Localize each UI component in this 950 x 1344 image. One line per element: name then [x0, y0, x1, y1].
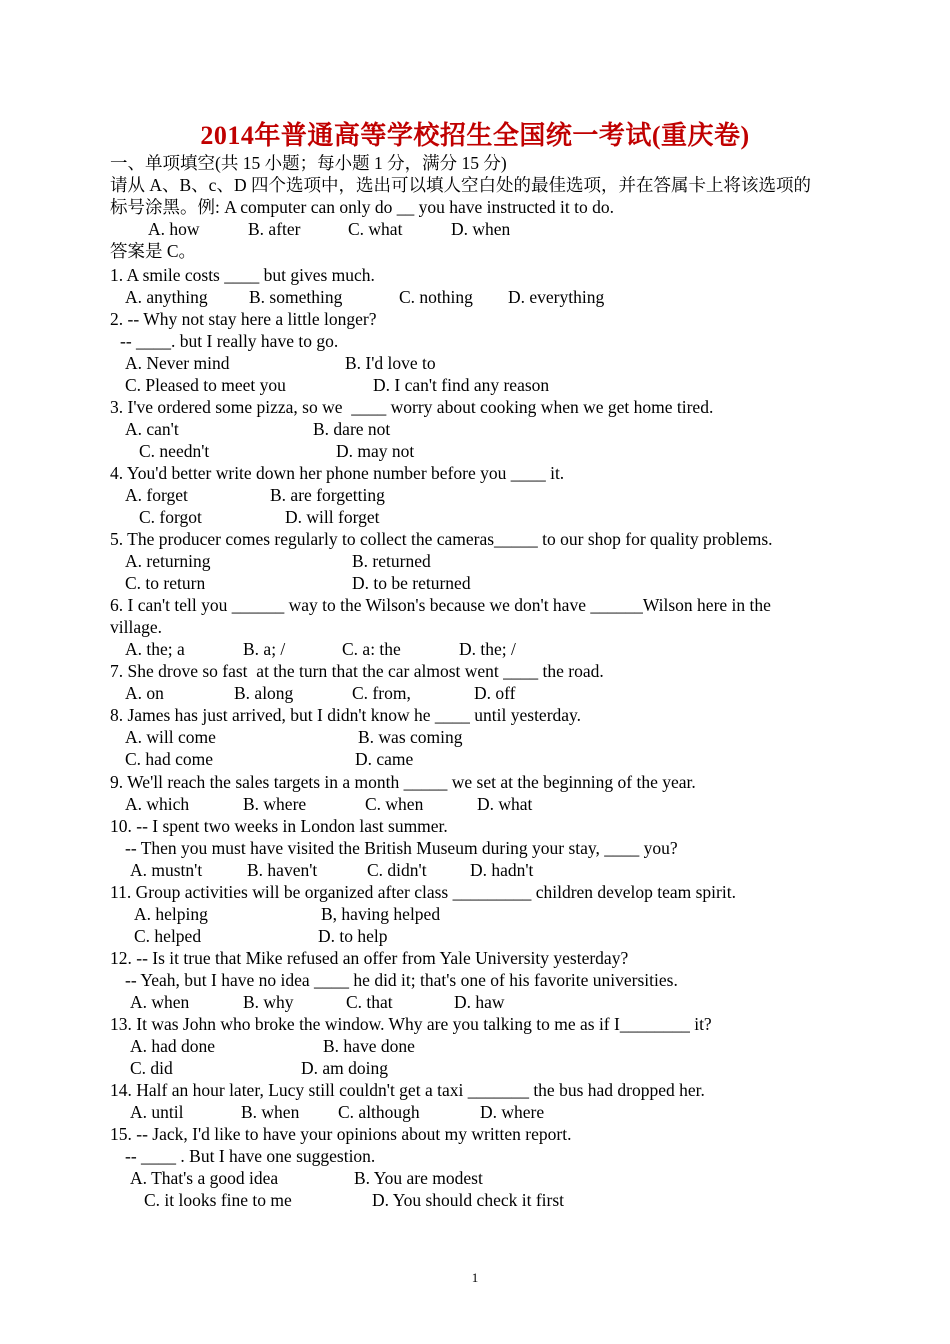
option-a: A. on: [125, 683, 164, 703]
option-a: A. when: [130, 992, 190, 1012]
option-d: D. You should check it first: [372, 1190, 565, 1210]
option-b: B. dare not: [313, 419, 391, 439]
question-stem: 8. James has just arrived, but I didn't know he ____ until yesterday.: [110, 705, 582, 725]
option-b: B. a; /: [243, 639, 286, 659]
option-a: A. until: [130, 1102, 184, 1122]
example-answer: 答案是 C。: [110, 241, 197, 261]
question-stem: 15. -- Jack, I'd like to have your opinions about my written report.: [110, 1124, 572, 1144]
option-b: B. when: [241, 1102, 300, 1122]
option-d: D. everything: [508, 287, 605, 307]
option-c: C. from,: [352, 683, 411, 703]
option-c: C. to return: [125, 573, 206, 593]
option-d: D. hadn't: [470, 860, 534, 880]
question-stem: 4. You'd better write down her phone number before you ____ it.: [110, 463, 565, 483]
option-a: A. had done: [130, 1036, 216, 1056]
option-b: B, having helped: [321, 904, 441, 924]
question-stem: 6. I can't tell you ______ way to the Wilson's because we don't have ______Wilson here in the: [110, 595, 771, 615]
question-stem-cont: -- ____ . But I have one suggestion.: [125, 1146, 376, 1166]
option-c: C. had come: [125, 749, 213, 769]
example-option-c: C. what: [348, 219, 403, 239]
page-number: 1: [471, 1270, 479, 1285]
option-c: C. needn't: [139, 441, 210, 461]
option-d: D. what: [477, 794, 533, 814]
option-d: D. the; /: [459, 639, 516, 659]
question-stem: 14. Half an hour later, Lucy still couldn't get a taxi _______ the bus had dropped her.: [110, 1080, 705, 1100]
option-d: D. haw: [454, 992, 505, 1012]
option-c: C. helped: [134, 926, 202, 946]
option-c: C. forgot: [139, 507, 202, 527]
question-stem: 12. -- Is it true that Mike refused an offer from Yale University yesterday?: [110, 948, 629, 968]
question-stem: 2. -- Why not stay here a little longer?: [110, 309, 377, 329]
option-a: A. anything: [125, 287, 208, 307]
option-c: C. didn't: [367, 860, 427, 880]
example-option-d: D. when: [451, 219, 511, 239]
option-b: B. I'd love to: [345, 353, 436, 373]
option-d: D. may not: [336, 441, 415, 461]
option-c: C. that: [346, 992, 393, 1012]
option-d: D. am doing: [301, 1058, 389, 1078]
question-stem-cont: -- ____. but I really have to go.: [120, 331, 339, 351]
option-d: D. to help: [318, 926, 388, 946]
option-b: B. You are modest: [354, 1168, 483, 1188]
question-stem: 1. A smile costs ____ but gives much.: [110, 265, 375, 285]
question-stem: 5. The producer comes regularly to collect the cameras_____ to our shop for quality problems.: [110, 529, 773, 549]
section-heading: 一、单项填空(共 15 小题；每小题 1 分，满分 15 分): [110, 153, 507, 173]
option-a: A. forget: [125, 485, 188, 505]
option-c: C. Pleased to meet you: [125, 375, 286, 395]
instructions-line-1: 请从 A、B、c、D 四个选项中，选出可以填人空白处的最佳选项，并在答属卡上将该选项的: [110, 175, 811, 195]
option-b: B. returned: [352, 551, 431, 571]
option-c: C. it looks fine to me: [144, 1190, 292, 1210]
page-title: 2014年普通高等学校招生全国统一考试(重庆卷): [200, 121, 750, 150]
option-a: A. the; a: [125, 639, 185, 659]
option-b: B. along: [234, 683, 294, 703]
option-a: A. helping: [134, 904, 208, 924]
question-stem: 7. She drove so fast at the turn that the car almost went ____ the road.: [110, 661, 604, 681]
question-stem-cont: village.: [110, 617, 162, 637]
option-c: C. when: [365, 794, 424, 814]
question-stem-cont: -- Yeah, but I have no idea ____ he did it; that's one of his favorite universities.: [125, 970, 678, 990]
option-c: C. a: the: [342, 639, 401, 659]
option-d: D. where: [480, 1102, 545, 1122]
question-stem-cont: -- Then you must have visited the British Museum during your stay, ____ you?: [125, 838, 678, 858]
option-a: A. mustn't: [130, 860, 203, 880]
question-stem: 3. I've ordered some pizza, so we ____ worry about cooking when we get home tired.: [110, 397, 714, 417]
instructions-line-2: 标号涂黑。例: A computer can only do __ you have instructed it to do.: [110, 197, 615, 217]
option-d: D. off: [474, 683, 516, 703]
option-a: A. will come: [125, 727, 216, 747]
option-b: B. have done: [323, 1036, 415, 1056]
option-b: B. haven't: [247, 860, 318, 880]
question-stem: 11. Group activities will be organized after class _________ children develop team spirit.: [110, 882, 736, 902]
option-a: A. That's a good idea: [130, 1168, 279, 1188]
option-b: B. something: [249, 287, 343, 307]
option-d: D. will forget: [285, 507, 380, 527]
option-d: D. I can't find any reason: [373, 375, 550, 395]
option-b: B. where: [243, 794, 307, 814]
option-a: A. can't: [125, 419, 179, 439]
option-b: B. was coming: [358, 727, 463, 747]
example-option-b: B. after: [248, 219, 301, 239]
question-stem: 9. We'll reach the sales targets in a month _____ we set at the beginning of the year.: [110, 772, 696, 792]
option-a: A. Never mind: [125, 353, 230, 373]
option-c: C. nothing: [399, 287, 473, 307]
option-a: A. which: [125, 794, 190, 814]
option-d: D. to be returned: [352, 573, 471, 593]
option-a: A. returning: [125, 551, 211, 571]
option-b: B. are forgetting: [270, 485, 385, 505]
option-d: D. came: [355, 749, 414, 769]
question-stem: 13. It was John who broke the window. Why are you talking to me as if I________ it?: [110, 1014, 712, 1034]
example-option-a: A. how: [148, 219, 200, 239]
option-c: C. did: [130, 1058, 173, 1078]
option-b: B. why: [243, 992, 294, 1012]
option-c: C. although: [338, 1102, 420, 1122]
question-stem: 10. -- I spent two weeks in London last summer.: [110, 816, 448, 836]
